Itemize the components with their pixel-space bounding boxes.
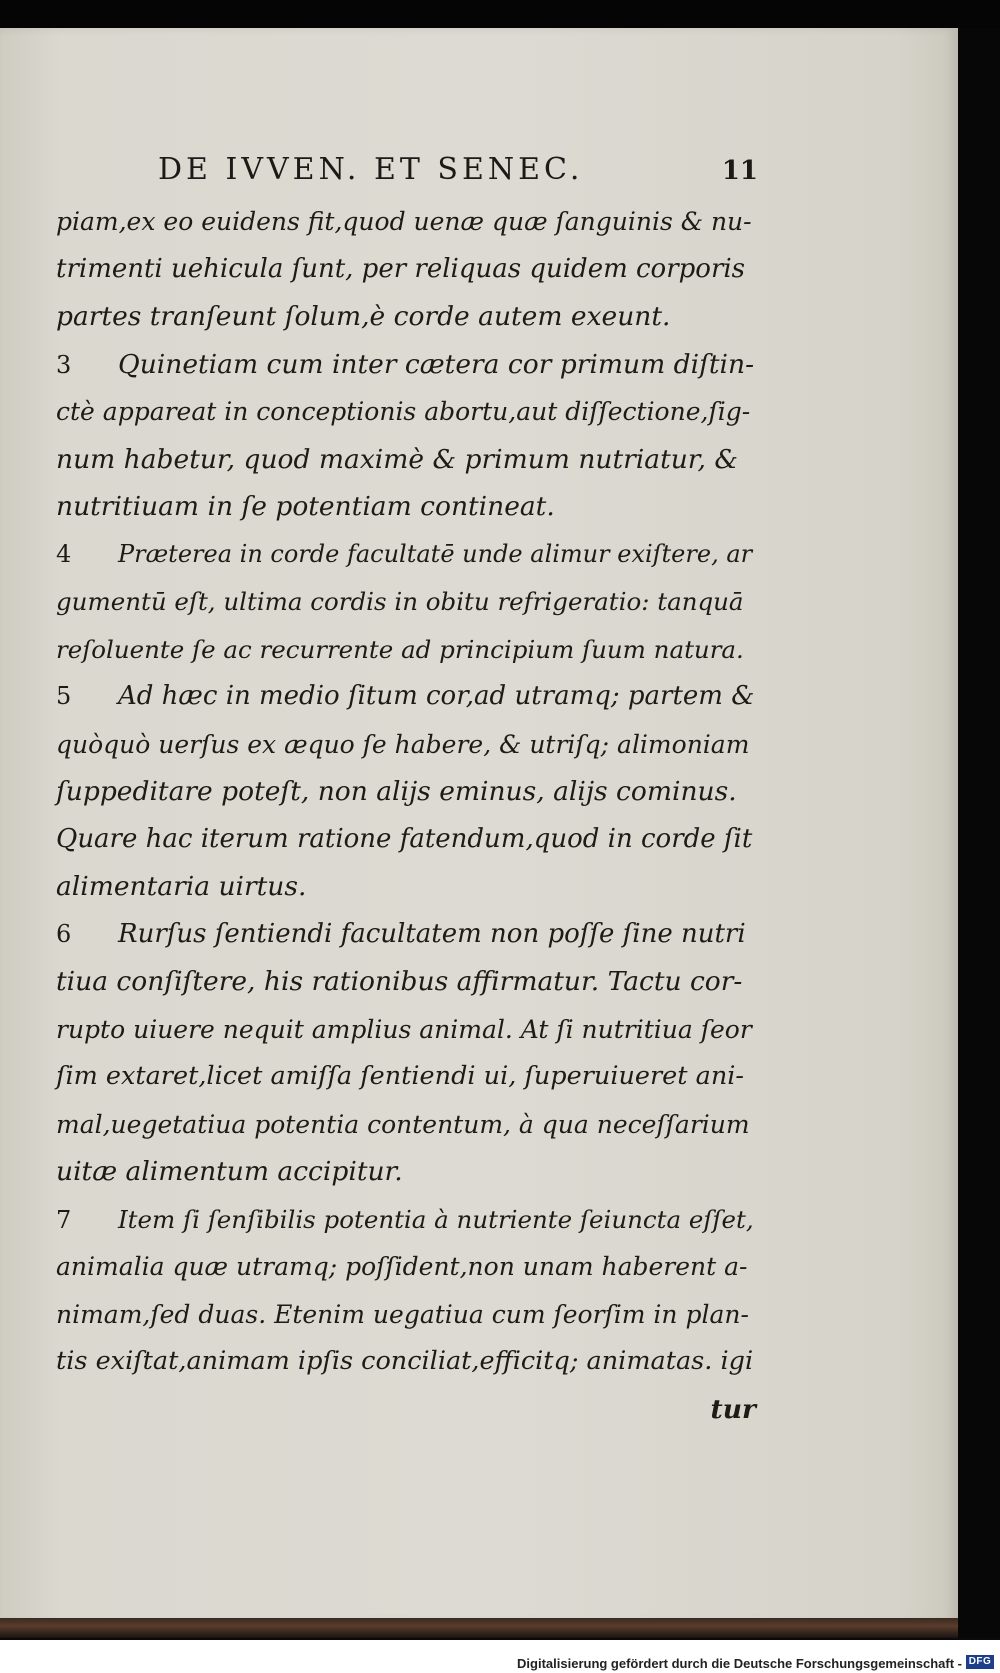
line-text: trimenti uehicula ſunt, per reliquas quidem corporis [56, 253, 746, 284]
line-text: Quare hac iterum ratione fatendum,quod in corde ſit [56, 823, 753, 854]
line-text: quòquò uerſus ex æquo ſe habere, & utriſq; alimoniam [56, 729, 750, 759]
dfg-logo: DFG [966, 1655, 994, 1669]
line-text: Item ſi ſenſibilis potentia à nutriente ſeiuncta eſſet, [118, 1204, 754, 1234]
scan-top-border [0, 0, 1000, 30]
text-line [56, 626, 756, 674]
running-head: DE IVVEN. ET SENEC. [158, 152, 584, 187]
line-text: rupto uiuere nequit amplius animal. At ſi nutritiua ſeor [56, 1014, 752, 1044]
text-line [56, 911, 756, 959]
text-line [56, 673, 756, 721]
folio-number: 11 [721, 156, 758, 186]
line-text: nutritiuam in ſe potentiam contineat. [56, 491, 555, 522]
body-text [56, 198, 756, 1433]
scan-right-border [958, 28, 1000, 1638]
text-line [56, 1291, 756, 1339]
line-text: ctè appareat in conceptionis abortu,aut diſſectione,ſig- [56, 397, 751, 426]
text-line [56, 1338, 756, 1386]
line-text: reſoluente ſe ac recurrente ad principium ſuum natura. [56, 634, 744, 664]
line-text: ſim extaret,licet amiſſa ſentiendi ui, ſuperuiueret ani- [56, 1061, 745, 1091]
text-line [56, 531, 756, 579]
catchword: tur [710, 1393, 756, 1425]
text-line [56, 1196, 756, 1244]
line-text: Rurſus ſentiendi facultatem non poſſe ſine nutri [118, 918, 746, 949]
line-text: animalia quæ utramq; poſſident,non unam haberent a- [56, 1252, 748, 1281]
text-line [56, 388, 756, 436]
line-text: nimam,ſed duas. Etenim uegatiua cum ſeorſim in plan- [56, 1299, 749, 1329]
text-line [56, 578, 756, 626]
line-text: tis exiſtat,animam ipſis conciliat,efficitq; animatas. igi [56, 1346, 754, 1376]
line-text: gumentū eſt, ultima cordis in obitu refrigeratio: tanquā [56, 587, 744, 616]
paragraph-number: 5 [56, 682, 72, 710]
text-line [56, 1101, 756, 1149]
line-text: mal,uegetatiua potentia contentum, à qua neceſſarium [56, 1109, 750, 1139]
line-text: partes tranſeunt ſolum,è corde autem exeunt. [56, 301, 671, 332]
line-text: piam,ex eo euidens fit,quod uenæ quæ ſanguinis & nu- [56, 207, 752, 236]
text-line [56, 246, 756, 294]
paragraph-number: 7 [56, 1205, 72, 1234]
text-line [56, 1243, 756, 1291]
text-line [56, 816, 756, 864]
text-line [56, 1053, 756, 1101]
line-text: num habetur, quod maximè & primum nutriatur, & [56, 443, 738, 475]
footer-credit: Digitalisierung gefördert durch die Deutsche Forschungsgemeinschaft - [517, 1656, 962, 1671]
text-line [56, 958, 756, 1006]
page-header [158, 152, 758, 192]
text-line [56, 721, 756, 769]
line-text: Præterea in corde facultatē unde alimur exiſtere, ar [118, 539, 753, 568]
text-line [56, 1148, 756, 1196]
paragraph-number: 4 [56, 539, 72, 568]
text-line [56, 1006, 756, 1054]
text-line [56, 198, 756, 246]
text-line [56, 863, 756, 911]
line-text: Quinetiam cum inter cætera cor primum diſtin- [118, 348, 755, 380]
text-line [56, 293, 756, 341]
text-line [56, 341, 756, 389]
line-text: Ad hæc in medio ſitum cor,ad utramq; partem & [118, 681, 755, 711]
text-line [56, 768, 756, 816]
page-bottom-edge [0, 1618, 958, 1638]
paragraph-number: 3 [56, 350, 72, 379]
text-line [56, 436, 756, 484]
line-text: alimentaria uirtus. [56, 871, 307, 902]
line-text: uitæ alimentum accipitur. [56, 1156, 403, 1187]
text-line [56, 483, 756, 531]
line-text: ſuppeditare poteſt, non aliјs eminus, aliјs cominus. [56, 776, 737, 807]
paragraph-number: 6 [56, 919, 72, 948]
line-text: tiua conſiſtere, his rationibus affirmatur. Tactu cor- [56, 966, 743, 997]
